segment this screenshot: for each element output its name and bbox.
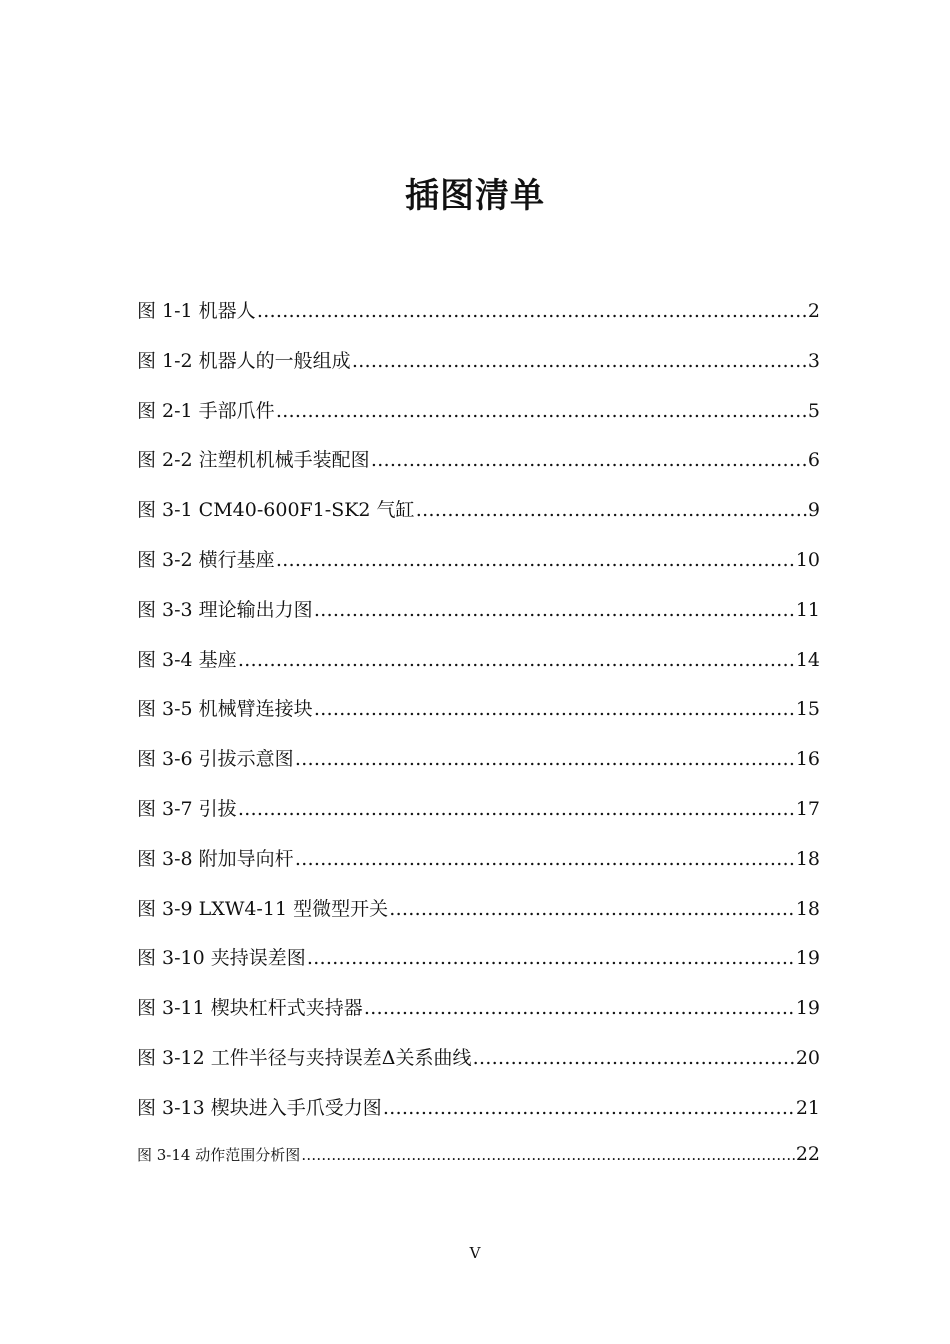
dot-leader (364, 997, 795, 1019)
entry-label: 图 1-2 机器人的一般组成 (137, 349, 351, 372)
entry-label: 图 3-2 横行基座 (137, 548, 275, 571)
page-number: 11 (795, 598, 820, 621)
list-item[interactable] (137, 794, 820, 844)
page-number: 3 (807, 349, 820, 372)
dot-leader (352, 350, 807, 372)
page-number: 20 (795, 1046, 820, 1069)
dot-leader (416, 499, 807, 521)
page-number: 21 (795, 1096, 820, 1119)
list-item[interactable] (137, 495, 820, 545)
entry-label: 图 3-12 工件半径与夹持误差Δ关系曲线 (137, 1046, 472, 1069)
dot-leader (314, 599, 795, 621)
dot-leader (257, 300, 807, 322)
page-number: 19 (795, 947, 820, 970)
page-number: 9 (807, 499, 820, 522)
dot-leader (389, 898, 795, 920)
list-item[interactable] (137, 844, 820, 894)
entry-label: 图 3-13 楔块进入手爪受力图 (137, 1096, 382, 1119)
page-title: 插图清单 (405, 176, 545, 216)
dot-leader (473, 1047, 795, 1069)
dot-leader (276, 400, 807, 422)
entry-label: 图 1-1 机器人 (137, 300, 256, 322)
list-item[interactable] (137, 1143, 820, 1193)
entry-label: 图 3-10 夹持误差图 (137, 947, 306, 970)
dot-leader (295, 848, 795, 870)
entry-label: 图 3-11 楔块杠杆式夹持器 (137, 997, 363, 1020)
list-item[interactable] (137, 545, 820, 595)
list-item[interactable] (137, 1093, 820, 1143)
list-item[interactable] (137, 346, 820, 396)
list-item[interactable] (137, 396, 820, 446)
page-number: 18 (795, 897, 820, 920)
figure-list (137, 296, 820, 1192)
entry-label: 图 3-4 基座 (137, 648, 237, 671)
list-item[interactable] (137, 296, 820, 346)
entry-label: 图 3-9 LXW4-11 型微型开关 (137, 897, 389, 920)
dot-leader (301, 1146, 795, 1164)
list-item[interactable] (137, 943, 820, 993)
entry-label: 图 2-1 手部爪件 (137, 399, 275, 422)
page-number: 19 (795, 997, 820, 1020)
dot-leader (276, 549, 795, 571)
dot-leader (295, 748, 795, 770)
entry-label: 图 2-2 注塑机机械手装配图 (137, 449, 370, 472)
dot-leader (307, 947, 795, 969)
entry-label: 图 3-6 引拔示意图 (137, 748, 294, 771)
entry-label: 图 3-1 CM40-600F1-SK2 气缸 (137, 499, 415, 522)
list-item[interactable] (137, 993, 820, 1043)
entry-label: 图 3-3 理论输出力图 (137, 598, 313, 621)
dot-leader (371, 449, 807, 471)
dot-leader (238, 798, 795, 820)
entry-label: 图 3-7 引拔 (137, 797, 237, 820)
list-item[interactable] (137, 1043, 820, 1093)
dot-leader (238, 649, 795, 671)
page-number: 6 (807, 449, 820, 472)
page-footer-number: V (469, 1244, 481, 1262)
page-number: 22 (795, 1142, 820, 1165)
dot-leader (314, 698, 795, 720)
list-item[interactable] (137, 645, 820, 695)
page-number: 10 (795, 548, 820, 571)
entry-label: 图 3-5 机械臂连接块 (137, 698, 313, 721)
list-item[interactable] (137, 894, 820, 944)
list-item[interactable] (137, 694, 820, 744)
dot-leader (383, 1097, 795, 1119)
entry-label: 图 3-8 附加导向杆 (137, 847, 294, 870)
page-number: 18 (795, 847, 820, 870)
page-number: 16 (795, 748, 820, 771)
page-number: 17 (795, 797, 820, 820)
list-item[interactable] (137, 595, 820, 645)
list-item[interactable] (137, 744, 820, 794)
page-number: 5 (807, 399, 820, 422)
entry-label: 图 3-14 动作范围分析图 (137, 1145, 301, 1164)
page-number: 14 (795, 648, 820, 671)
page-number: 15 (795, 698, 820, 721)
list-item[interactable] (137, 445, 820, 495)
page-number: 2 (807, 300, 820, 322)
